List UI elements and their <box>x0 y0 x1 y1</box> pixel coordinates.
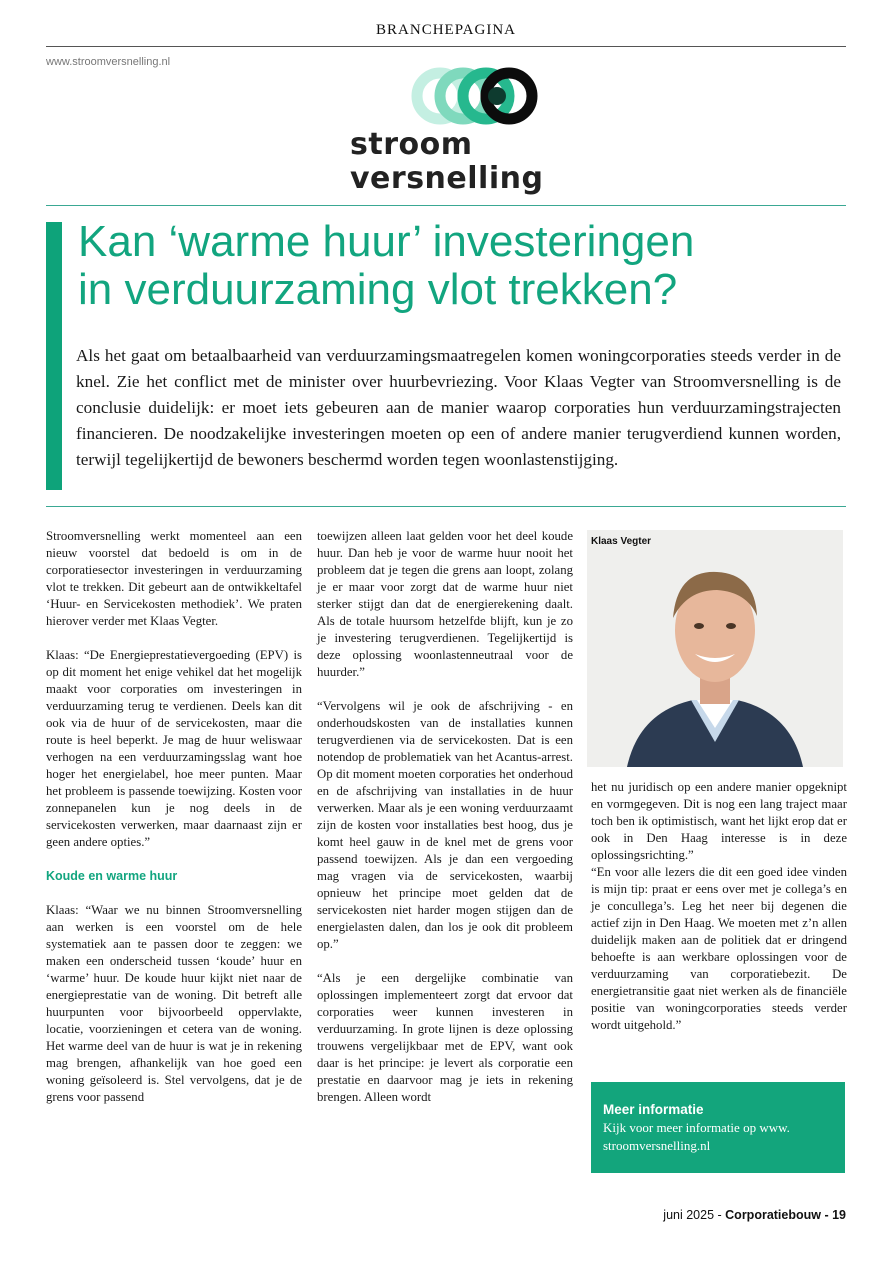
subheading: Koude en warme huur <box>46 869 178 883</box>
top-divider <box>46 46 846 47</box>
person-portrait-icon <box>587 530 843 767</box>
paragraph: “En voor alle lezers die dit een goed idee vinden is mijn tip: praat er eens over met je collega’s en je concullega’s. Leg het neer bij degenen die actief zijn in Den Haag. We moeten met z’n allen duidelijk maken aan de politiek dat er dringend behoefte is aan werkbare oplossingen voor de verduurzaming van corporatiebezit. De energietransitie gaat niet werken als de financiële positie van woningcorporaties steeds verder wordt uitgehold.” <box>591 865 847 1032</box>
paragraph: het nu juridisch op een andere manier opgeknipt en vormgegeven. Dit is nog een lang traject maar toch ben ik optimistisch, want het lijkt erop dat er ook in Den Haag interesse is in deze oplossingsrichting.” <box>591 780 847 862</box>
headline-line-2: in verduurzaming vlot trekken? <box>78 265 678 314</box>
more-info-box <box>591 1082 845 1173</box>
logo-circles-icon <box>340 64 550 130</box>
paragraph: “Als je een dergelijke combinatie van oplossingen implementeert zorgt dat ervoor dat corporaties weer kunnen investeren in verduurzaming. In grote lijnen is deze oplossing trouwens vergelijkbaar met de EPV, want ook daar is het principe: je levert als corporatie een prestatie en daarvoor mag je iets in rekening brengen. Alleen wordt <box>317 971 573 1104</box>
body-column-2 <box>317 528 573 1106</box>
header-divider <box>46 205 846 206</box>
page-footer <box>520 1208 846 1222</box>
footer-date: juni 2025 - <box>663 1208 722 1222</box>
stroomversnelling-logo <box>340 64 550 200</box>
paragraph: toewijzen alleen laat gelden voor het deel koude huur. Dan heb je voor de warme huur nooit het probleem dat je tegen die grens aan loopt, zolang je er maar voor zorgt dat de warme huur niet sterker stijgt dan dat de energierekening daalt. Als de totale huursom hetzelfde blijft, kun je zo je investering terugverdienen. Tegelijkertijd is deze oplossing woonlastenneutraal voor de huurder.” <box>317 529 573 679</box>
headline-accent-bar <box>46 222 62 490</box>
paragraph: “Vervolgens wil je ook de afschrijving - en onderhoudskosten van de installaties kunnen terugverdienen via de servicekosten. Dat is een notendop de problematiek van het Acantus-arrest. Op dit moment moeten corporaties het onderhoud en de afschrijving van installaties in de huur verwerken. Maar als je een woning verduurzaamt zijn de kosten voor installaties best hoog, dus je komt heel gauw in de knel met de grens voor passend toewijzen. Als je dan een vergoeding mag vragen via de servicekosten, waarbij opnieuw het principe moet gelden dat de servicekosten niet harder mogen stijgen dan de energielasten dalen, dan los je ook dit probleem op.” <box>317 699 573 951</box>
article-headline <box>78 218 848 314</box>
body-column-3 <box>591 779 847 1034</box>
photo-caption: Klaas Vegter <box>591 536 652 547</box>
headline-line-1: Kan ‘warme huur’ investeringen <box>78 217 695 266</box>
section-label: BRANCHEPAGINA <box>376 22 516 38</box>
portrait-photo <box>587 530 843 767</box>
body-column-1 <box>46 528 302 1106</box>
info-box-title: Meer informatie <box>603 1102 704 1117</box>
article-intro: Als het gaat om betaalbaarheid van verduurzamingsmaatregelen komen woningcorporaties steeds verder in de knel. Zie het conflict met de minister over huurbevriezing. Voor Klaas Vegter van Stroomversnelling is de conclusie duidelijk: er moet iets gebeuren aan de manier waarop corporaties hun verduurzamingstrajecten financieren. De noodzakelijke investeringen moeten op een of andere manier terugverdiend kunnen worden, terwijl tegelijkertijd de bewoners beschermd worden tegen woonlastenstijging. <box>76 346 841 469</box>
intro-divider <box>46 506 846 507</box>
logo-word-stroom: stroom <box>350 127 473 162</box>
paragraph: Stroomversnelling werkt momenteel aan een nieuw voorstel dat bedoeld is om in de corporatiesector investeringen in verduurzaming vlot te trekken. Dit gebeurt aan de ontwikkeltafel ‘Huur- en Servicekosten methodiek’. We praten hierover verder met Klaas Vegter. <box>46 529 302 628</box>
paragraph: Klaas: “Waar we nu binnen Stroomversnelling aan werken is een voorstel om de hele systematiek aan te passen door te zeggen: we maken een onderscheid tussen ‘koude’ huur en ‘warme’ huur. De koude huur kijkt niet naar de energieprestatie van de woning. Dit betreft alle huurpunten voor bijvoorbeeld oppervlakte, locatie, voorzieningen et cetera van de woning. Het warme deel van de huur is wat je in rekening mag brengen, afhankelijk van hoe goed een woning geïsoleerd is. Stel vervolgens, dat je de grens voor passend <box>46 903 302 1104</box>
info-box-text[interactable]: Kijk voor meer informatie op www. stroomversnelling.nl <box>603 1120 790 1153</box>
footer-publication: Corporatiebouw - 19 <box>725 1208 846 1222</box>
website-url[interactable]: www.stroomversnelling.nl <box>46 56 171 68</box>
logo-word-versnelling: versnelling <box>350 161 544 196</box>
paragraph: Klaas: “De Energieprestatievergoeding (EPV) is op dit moment het enige vehikel dat het mogelijk maakt voor corporaties om investeringen in verduurzaming terug te verdienen. Deels kan dit ook via de huur of de servicekosten, maar die route is heel beperkt. Je mag de huur weliswaar verhogen na een verduurzamingsslag want hoe hoger het energielabel, hoe meer punten. Maar het probleem is passende toewijzing. Kosten voor zonnepanelen kun je nog deels in de servicekosten verwerken, maar daarnaast zijn er geen andere opties.” <box>46 648 302 849</box>
